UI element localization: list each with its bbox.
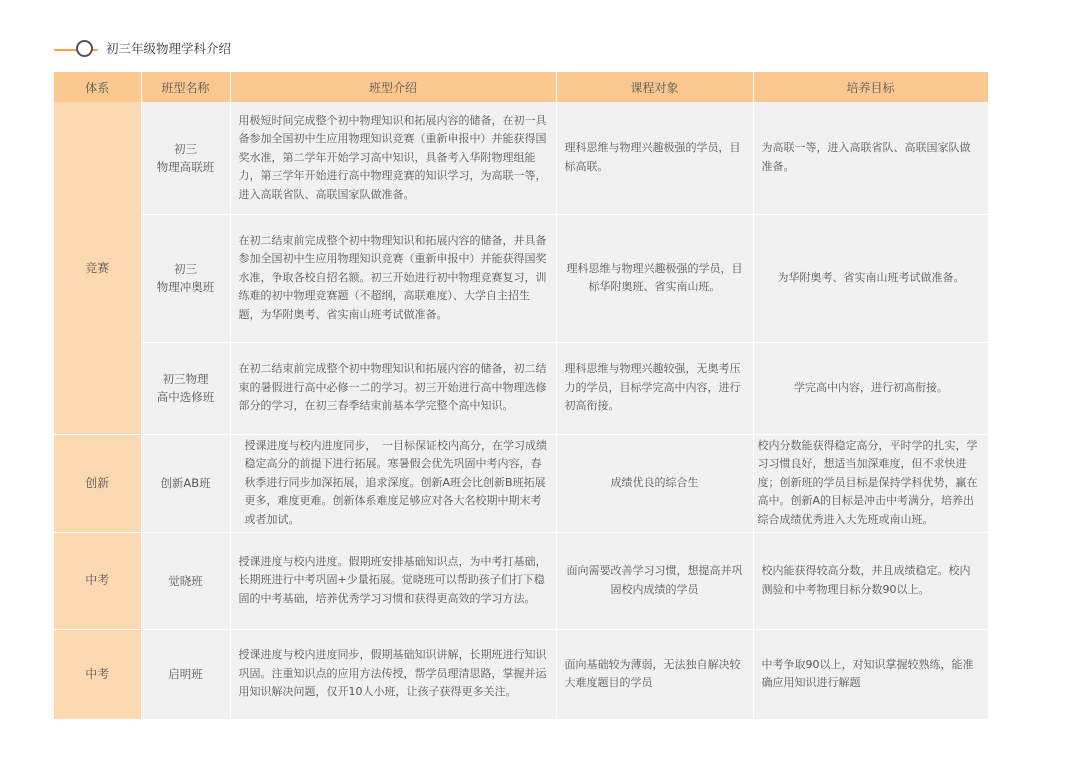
class-name-line1: 初三 xyxy=(174,262,197,276)
class-name-line1: 初三物理 xyxy=(162,372,209,386)
class-name-line1: 初三 xyxy=(174,141,197,156)
audience-cell: 面向基础较为薄弱，无法独自解决较大难度题目的学员 xyxy=(556,629,753,719)
class-name-cell xyxy=(141,214,230,342)
system-cell: 竞赛 xyxy=(54,102,141,434)
table-row xyxy=(54,102,988,214)
audience-cell: 理科思维与物理兴趣较强，无奥考压力的学员，目标学完高中内容，进行初高衔接。 xyxy=(556,342,753,434)
audience-cell: 面向需要改善学习习惯，想提高并巩固校内成绩的学员 xyxy=(556,532,753,629)
audience-cell: 理科思维与物理兴趣极强的学员，目标高联。 xyxy=(556,102,753,214)
header-goal: 培养目标 xyxy=(753,72,988,102)
class-name-cell: 启明班 xyxy=(141,629,230,719)
table-row xyxy=(54,342,988,434)
header-system: 体系 xyxy=(54,72,141,102)
goal-cell: 校内分数能获得稳定高分，平时学的扎实，学习习惯良好，想适当加深难度，但不求快进度；创新班的学员目标是保持学科优势，赢在高中。创新A的目标是冲击中考满分，培养出综合成绩优秀进入大先班或南山班。 xyxy=(753,434,988,532)
class-name-cell: 创新AB班 xyxy=(141,434,230,532)
class-name-line2: 物理高联班 xyxy=(156,159,215,174)
section-heading xyxy=(54,36,231,60)
system-cell: 中考 xyxy=(54,629,141,719)
intro-cell: 授课进度与校内进度同步， 一目标保证校内高分，在学习成绩稳定高分的前提下进行拓展。寒暑假会优先巩固中考内容，春秋季进行同步加深拓展，追求深度。创新A班会比创新B班拓展更多，难度更难。创新体系难度足够应对各大名校期中期末考或者加试。 xyxy=(230,434,556,532)
course-table xyxy=(54,72,989,720)
heading-circle-icon xyxy=(54,36,98,60)
goal-cell: 学完高中内容，进行初高衔接。 xyxy=(753,342,988,434)
header-audience: 课程对象 xyxy=(556,72,753,102)
section-title: 初三年级物理学科介绍 xyxy=(106,41,232,56)
system-cell: 中考 xyxy=(54,532,141,629)
table-row xyxy=(54,629,988,719)
table-row xyxy=(54,434,988,532)
header-class-name: 班型名称 xyxy=(141,72,230,102)
intro-cell: 授课进度与校内进度同步，假期基础知识讲解，长期班进行知识巩固。注重知识点的应用方法传授，帮学员理清思路，掌握并运用知识解决问题，仅开10人小班，让孩子获得更多关注。 xyxy=(230,629,556,719)
goal-cell: 校内能获得较高分数，并且成绩稳定。校内测验和中考物理目标分数90以上。 xyxy=(753,532,988,629)
audience-cell: 成绩优良的综合生 xyxy=(556,434,753,532)
audience-cell: 理科思维与物理兴趣极强的学员，目标华附奥班、省实南山班。 xyxy=(556,214,753,342)
goal-cell: 中考争取90以上，对知识掌握较熟练，能准确应用知识进行解题 xyxy=(753,629,988,719)
class-name-line2: 物理冲奥班 xyxy=(156,280,215,294)
intro-cell: 授课进度与校内进度。假期班安排基础知识点，为中考打基础，长期班进行中考巩固+少量拓展。觉晓班可以帮助孩子们打下稳固的中考基础，培养优秀学习习惯和获得更高效的学习方法。 xyxy=(230,532,556,629)
class-name-cell xyxy=(141,102,230,214)
class-name-line2: 高中选修班 xyxy=(156,390,215,404)
goal-cell: 为高联一等，进入高联省队、高联国家队做准备。 xyxy=(753,102,988,214)
intro-cell: 用极短时间完成整个初中物理知识和拓展内容的储备，在初一具备参加全国初中生应用物理知识竞赛（重新申报中）并能获得国奖水准，第二学年开始学习高中知识，具备考入华附物理组能力，第三学年开始进行高中物理竞赛的知识学习，为高联一等，进入高联省队、高联国家队做准备。 xyxy=(230,102,556,214)
table-header-row xyxy=(54,72,988,102)
goal-cell: 为华附奥考、省实南山班考试做准备。 xyxy=(753,214,988,342)
class-name-cell xyxy=(141,342,230,434)
intro-cell: 在初二结束前完成整个初中物理知识和拓展内容的储备，并具备参加全国初中生应用物理知识竞赛（重新申报中）并能获得国奖水准，争取各校自招名额。初三开始进行初中物理竞赛复习，训练难的初中物理竞赛题（不超纲，高联难度）、大学自主招生题，为华附奥考、省实南山班考试做准备。 xyxy=(230,214,556,342)
system-cell: 创新 xyxy=(54,434,141,532)
header-intro: 班型介绍 xyxy=(230,72,556,102)
table-row xyxy=(54,214,988,342)
table-row xyxy=(54,532,988,629)
intro-cell: 在初二结束前完成整个初中物理知识和拓展内容的储备，初二结束的暑假进行高中必修一二的学习。初三开始进行高中物理选修部分的学习，在初三春季结束前基本学完整个高中知识。 xyxy=(230,342,556,434)
class-name-cell: 觉晓班 xyxy=(141,532,230,629)
